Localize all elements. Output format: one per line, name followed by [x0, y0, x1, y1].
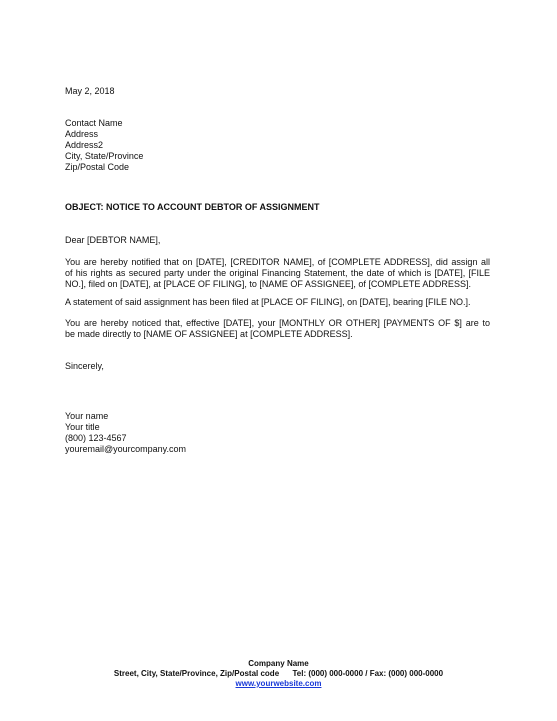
signature-block [65, 411, 490, 455]
signature-email: youremail@yourcompany.com [65, 444, 187, 454]
page-footer [0, 659, 557, 689]
body-paragraph-3 [65, 318, 490, 340]
footer-company-name: Company Name [248, 659, 309, 668]
body-paragraph-1 [65, 257, 490, 290]
footer-address-line: Street, City, State/Province, Zip/Postal code Tel: (000) 000-0000 / Fax: (000) 000-0000 [113, 669, 444, 678]
paragraph-1-line-3: NO.], filed on [DATE], at [PLACE OF FILING], to [NAME OF ASSIGNEE], of [COMPLETE ADDRESS]. [65, 279, 471, 289]
recipient-contact-name: Contact Name [65, 118, 123, 128]
body-paragraph-2 [65, 297, 490, 308]
recipient-zip: Zip/Postal Code [65, 162, 130, 172]
paragraph-2-text: A statement of said assignment has been filed at [PLACE OF FILING], on [DATE], bearing [FILE NO.]. [65, 297, 471, 307]
recipient-address-line1: Address [65, 129, 99, 139]
footer-website-link[interactable]: www.yourwebsite.com [235, 679, 322, 688]
letter-date [65, 86, 490, 97]
paragraph-3-line-2: be made directly to [NAME OF ASSIGNEE] at [COMPLETE ADDRESS]. [65, 329, 353, 339]
signature-title: Your title [65, 422, 100, 432]
letter-subject [65, 202, 490, 213]
signature-phone: (800) 123-4567 [65, 433, 127, 443]
letter-salutation [65, 235, 490, 246]
recipient-city-state: City, State/Province [65, 151, 144, 161]
date-text: May 2, 2018 [65, 86, 115, 96]
paragraph-3-line-1: You are hereby noticed that, effective [DATE], your [MONTHLY OR OTHER] [PAYMENTS OF $] are to [65, 318, 490, 328]
paragraph-1-line-1: You are hereby notified that on [DATE], [CREDITOR NAME], of [COMPLETE ADDRESS], did assign all [65, 257, 490, 267]
closing-text: Sincerely, [65, 361, 104, 371]
recipient-address [65, 118, 490, 173]
subject-text: OBJECT: NOTICE TO ACCOUNT DEBTOR OF ASSIGNMENT [65, 202, 320, 212]
paragraph-1-line-2: of his rights as secured party under the original Financing Statement, the date of which is [DATE], [FILE [65, 268, 490, 278]
salutation-text: Dear [DEBTOR NAME], [65, 235, 161, 245]
recipient-address-line2: Address2 [65, 140, 104, 150]
letter-closing [65, 361, 490, 372]
signature-name: Your name [65, 411, 109, 421]
